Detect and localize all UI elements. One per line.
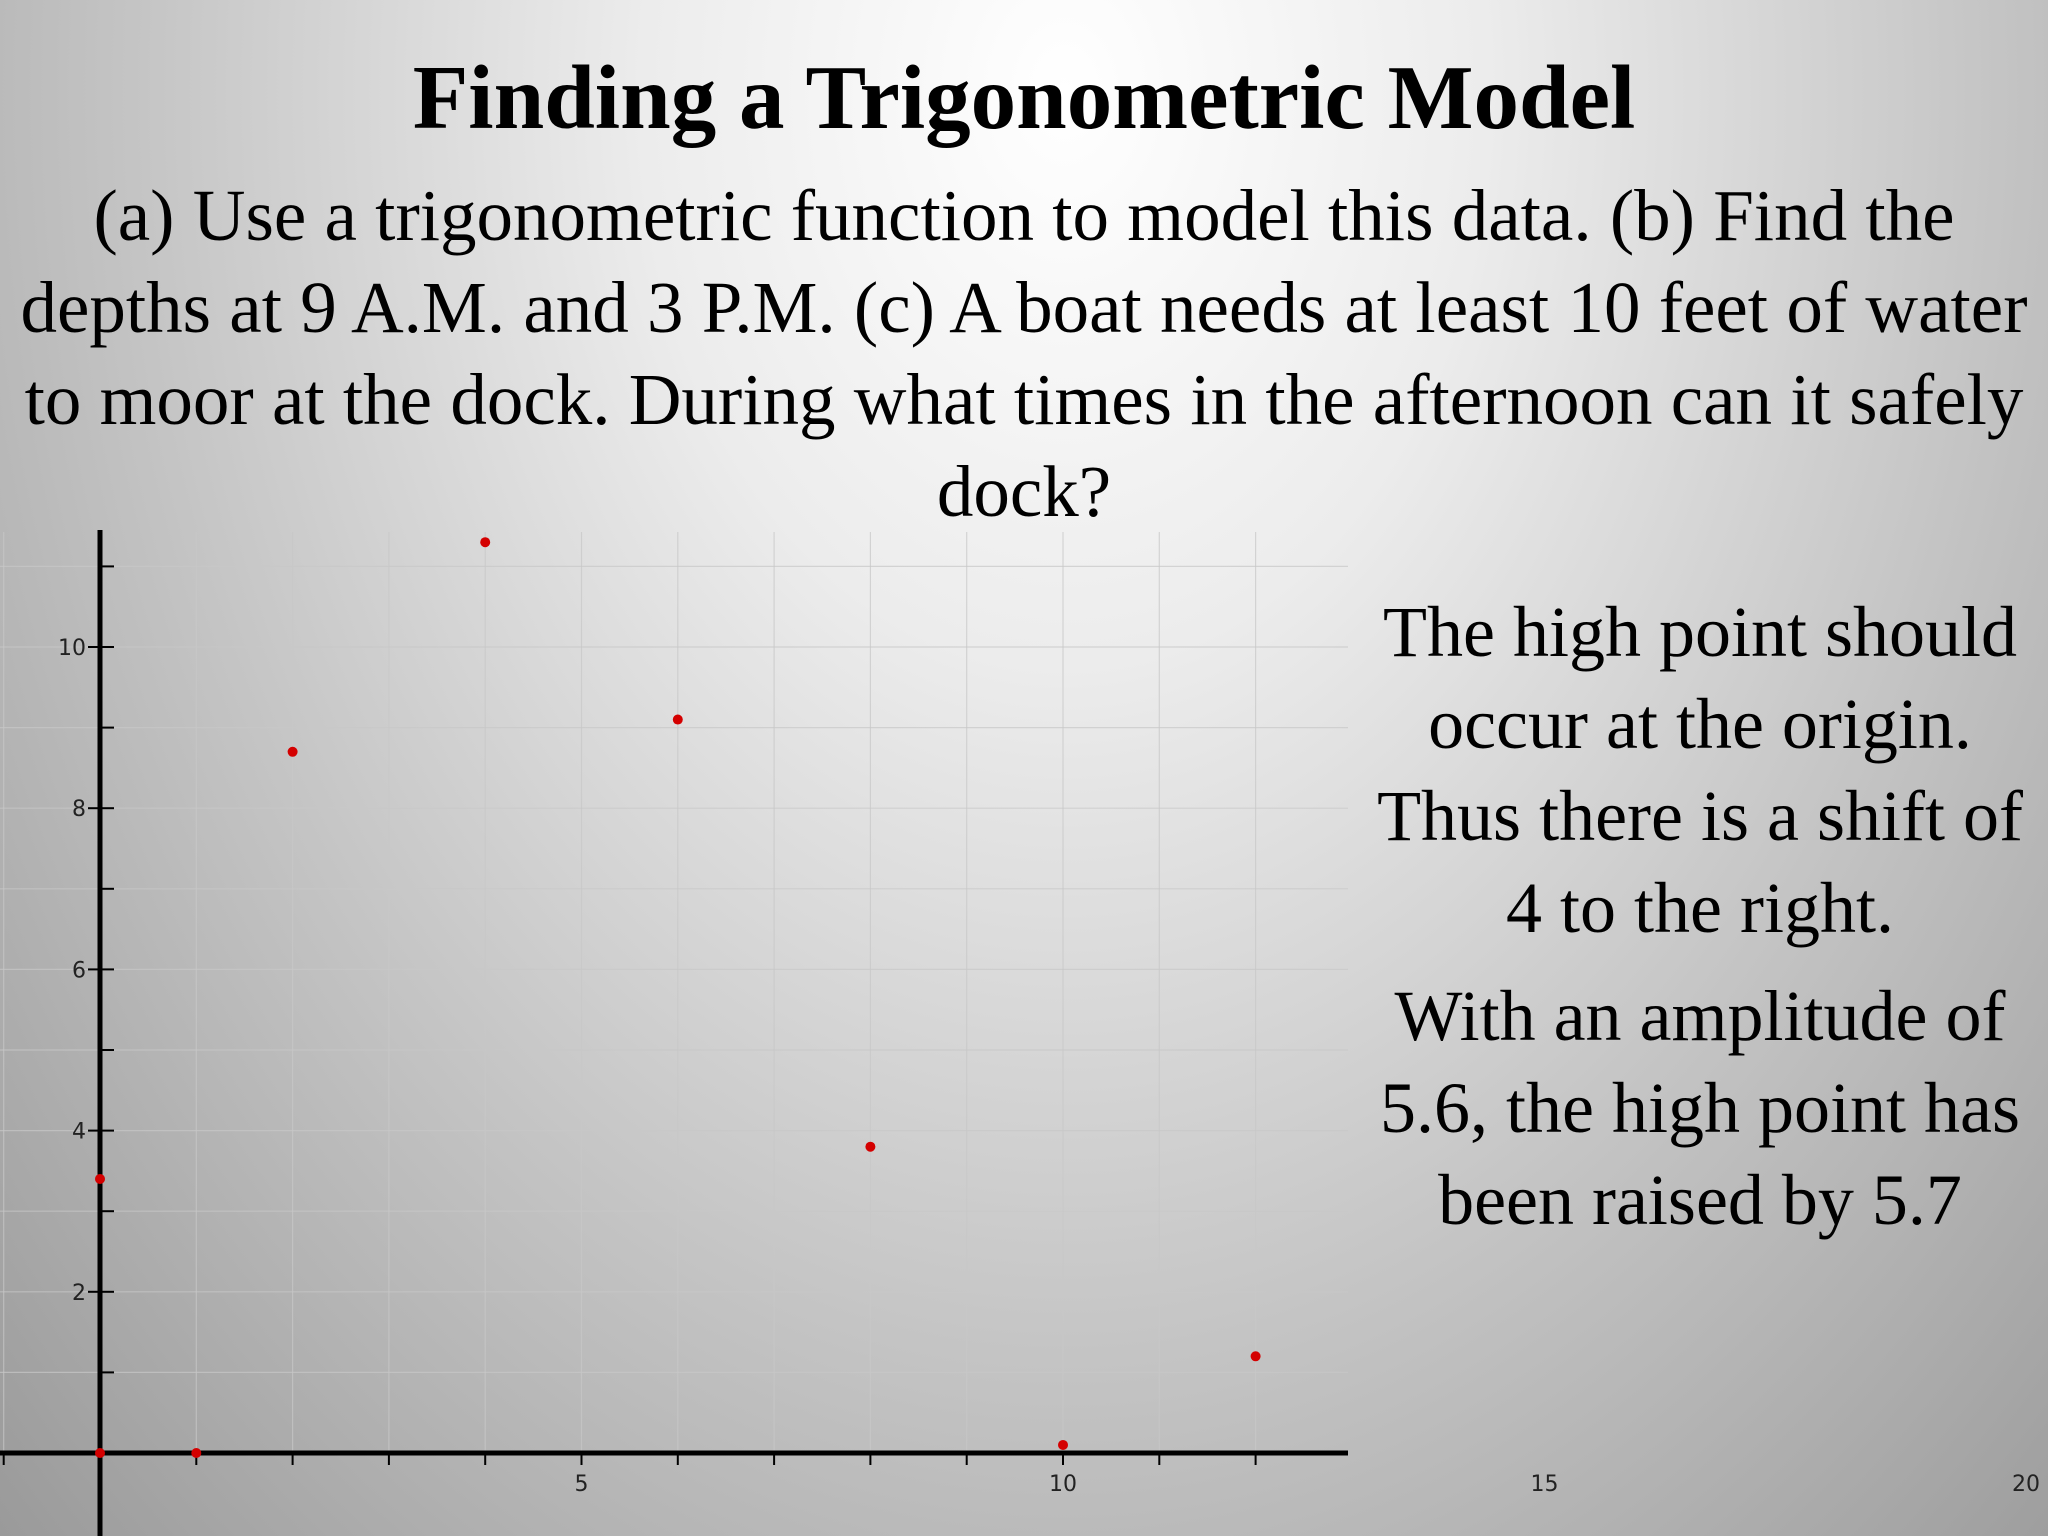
axes — [0, 530, 1348, 1536]
data-point — [288, 747, 298, 757]
slide-title: Finding a Trigonometric Model — [412, 47, 1636, 148]
explanation-amplitude-text: With an amplitude of 5.6, the high point has been raised by 5.7 — [1380, 976, 2020, 1240]
data-point — [1251, 1351, 1261, 1361]
y-tick-label: 6 — [72, 958, 86, 984]
explanation-shift-text: The high point should occur at the origin. Thus there is a shift of 4 to the right. — [1377, 592, 2023, 948]
data-point — [95, 1448, 105, 1458]
data-point — [673, 715, 683, 725]
data-point — [191, 1448, 201, 1458]
explanation-panel — [1360, 586, 2040, 1246]
y-tick-label: 8 — [72, 797, 86, 823]
data-point — [480, 537, 490, 547]
y-tick-label: 2 — [72, 1280, 86, 1306]
y-tick-label: 10 — [58, 636, 86, 661]
tick-marks — [4, 566, 1256, 1465]
data-point — [95, 1174, 105, 1184]
data-point — [1058, 1440, 1068, 1450]
x-tick-label: 20 — [2012, 1472, 2040, 1497]
y-tick-label: 4 — [72, 1119, 86, 1145]
x-tick-label: 5 — [574, 1472, 589, 1497]
x-tick-label: 10 — [1049, 1472, 1077, 1497]
data-point — [865, 1142, 875, 1152]
question-text: (a) Use a trigonometric function to model this data. (b) Find the depths at 9 A.M. and 3 P.M. (c) A boat needs at least 10 feet of water to moor at the dock. During what times in the afternoon can it safely dock? — [20, 175, 2028, 532]
grid-lines — [0, 532, 1348, 1453]
x-tick-label: 15 — [1530, 1472, 1559, 1497]
